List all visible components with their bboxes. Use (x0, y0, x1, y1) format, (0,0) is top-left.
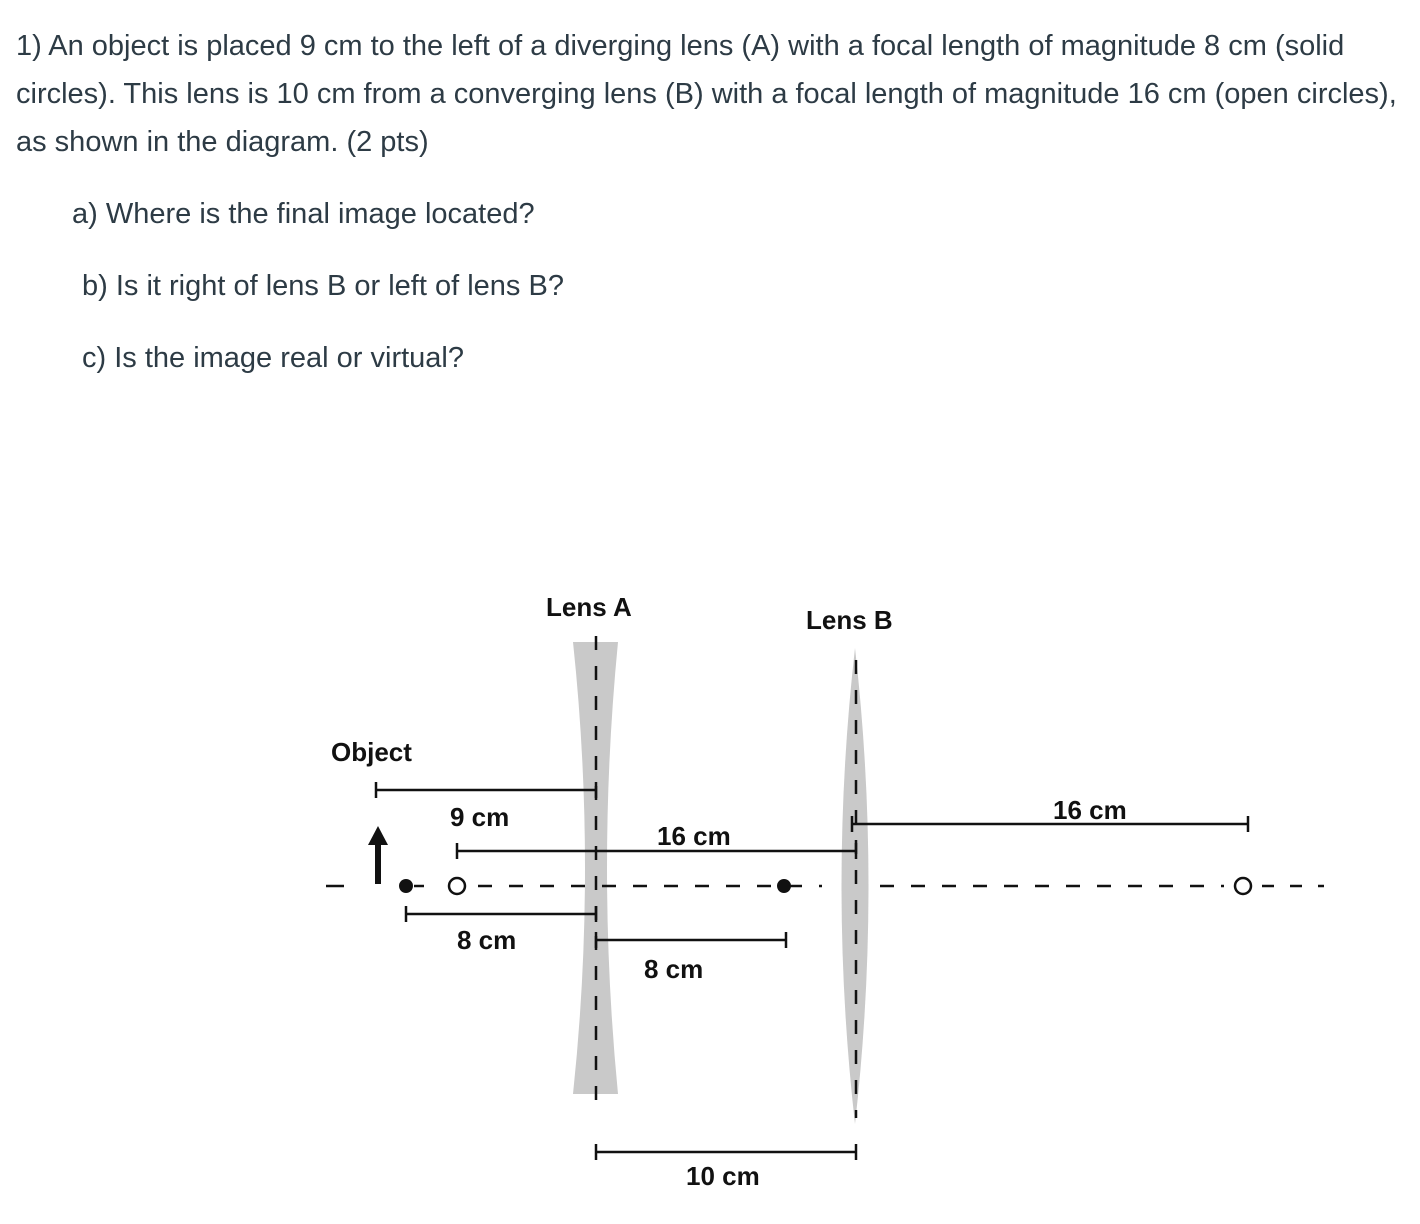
dim-line-object-to-lens-a (376, 782, 596, 798)
dim-label-lens-a-focal-left: 8 cm (457, 925, 517, 955)
dim-label-lens-b-focal-left: 16 cm (657, 821, 731, 851)
question-a: a) Where is the final image located? (72, 198, 535, 230)
lens-b-focal-point-left (449, 878, 465, 894)
dim-line-lens-a-focal-left (406, 906, 596, 922)
dim-label-lens-a-focal-right: 8 cm (644, 954, 704, 984)
problem-text: 1) An object is placed 9 cm to the left of a diverging lens (A) with a focal length of magnitude 8 cm (solid circles). This lens is 10 cm from a converging lens (B) with a focal length of magnitude 16 cm (open circles), as shown in the diagram. (2 pts) (16, 30, 1397, 158)
dim-line-lens-separation (596, 1144, 856, 1160)
object-label: Object (331, 737, 412, 767)
question-b: b) Is it right of lens B or left of lens B? (82, 270, 564, 302)
dim-label-object-to-lens-a: 9 cm (450, 802, 510, 832)
dim-label-lens-separation: 10 cm (686, 1161, 760, 1191)
question-c: c) Is the image real or virtual? (82, 342, 464, 374)
object-arrow (368, 826, 388, 884)
lens-a-label: Lens A (546, 592, 632, 622)
dim-line-lens-b-focal-right (852, 816, 1248, 832)
lens-b-label: Lens B (806, 605, 893, 635)
lens-a-focal-point-right (777, 879, 791, 893)
dim-label-lens-b-focal-right: 16 cm (1053, 795, 1127, 825)
lens-b-focal-point-right (1235, 878, 1251, 894)
lens-a-focal-point-left (399, 879, 413, 893)
dim-line-lens-a-focal-right (596, 932, 786, 948)
